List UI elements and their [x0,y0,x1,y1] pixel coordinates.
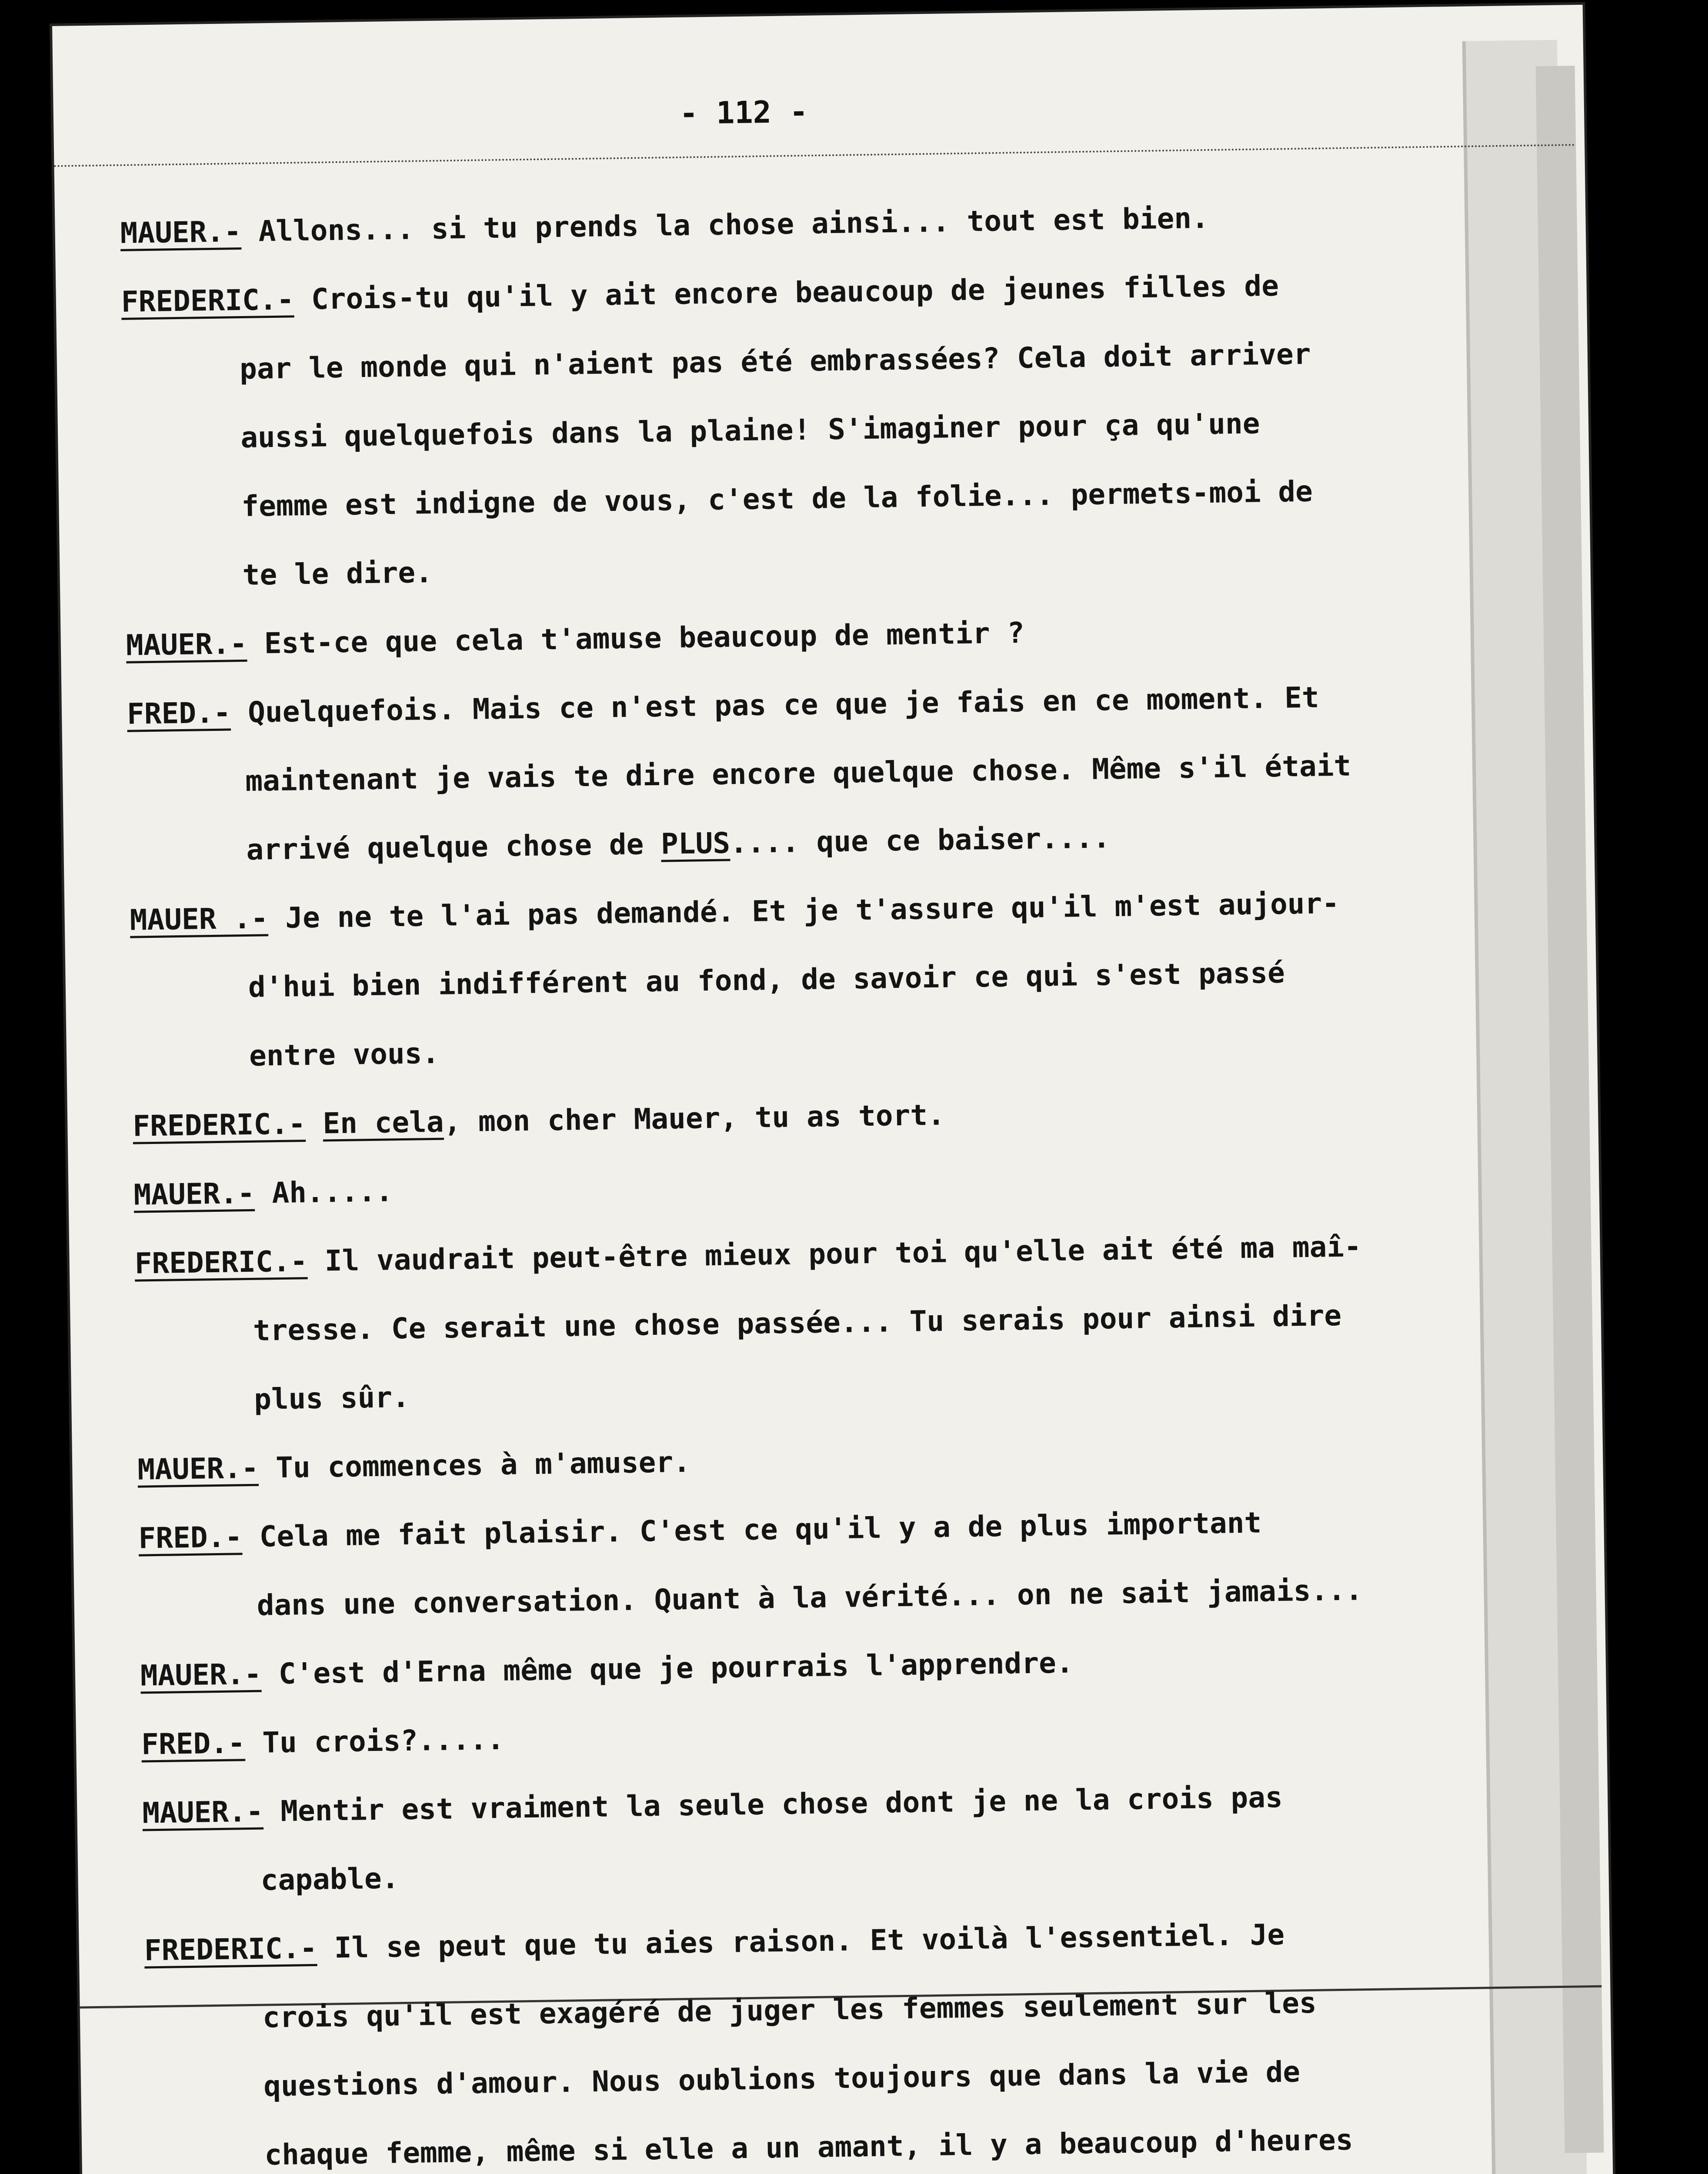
top-dotted-rule [54,144,1576,167]
speaker-name: FREDERIC.- [144,1931,317,1967]
page-number: - 112 - [679,93,808,131]
underlined-word: En cela [322,1105,444,1140]
line-text [305,1107,323,1141]
speaker-name: FREDERIC.- [132,1107,306,1143]
speaker-name: MAUER.- [142,1794,264,1830]
speaker-name: MAUER.- [140,1657,262,1693]
continuation-line: tresse. Ce serait une chose passée... Tu serais pour ainsi dire [253,1298,1342,1347]
speaker-name: FREDERIC.- [121,283,294,319]
continuation-line: plus sûr. [254,1380,410,1416]
speaker-name: FREDERIC.- [134,1244,308,1280]
typescript-page [52,5,1615,2174]
continuation-line: chaque femme, même si elle a un amant, il y a beaucoup d'heures [264,2123,1354,2172]
line-text: Est-ce que cela t'amuse beaucoup de mentir ? [247,616,1025,660]
speaker-name: MAUER.- [137,1451,259,1487]
speaker-name: MAUER.- [133,1176,255,1212]
speaker-name: FRED.- [138,1520,243,1555]
continuation-line: femme est indigne de vous, c'est de la folie... permets-moi de [241,474,1313,523]
line-text: Mentir est vraiment la seule chose dont je ne la crois pas [263,1780,1283,1828]
line-text: , mon cher Mauer, tu as tort. [444,1098,945,1139]
speaker-name: FRED.- [141,1726,246,1761]
continuation-line: crois qu'il est exagéré de juger les femmes seulement sur les [262,1986,1317,2034]
continuation-line: maintenant je vais te dire encore quelque chose. Même s'il était [245,749,1351,798]
line-text: C'est d'Erna même que je pourrais l'apprendre. [261,1646,1074,1691]
line-text: Allons... si tu prends la chose ainsi... tout est bien. [241,201,1209,248]
line-text: Quelquefois. Mais ce n'est pas ce que je fais en ce moment. Et [230,680,1320,730]
line-text: Cela me fait plaisir. C'est ce qu'il y a de plus important [242,1506,1262,1554]
underlined-word: PLUS [661,826,731,861]
dialogue-body [120,179,1584,2174]
speaker-name: FRED.- [127,696,231,731]
speaker-name: MAUER.- [126,627,247,662]
continuation-line: capable. [260,1861,399,1897]
line-text: Ah..... [254,1174,394,1210]
continuation-line: te le dire. [242,555,433,592]
line-text: Crois-tu qu'il y ait encore beaucoup de jeunes filles de [294,269,1279,317]
line-text: .... que ce baiser.... [730,821,1111,860]
line-text: Il se peut que tu aies raison. Et voilà l'essentiel. Je [317,1917,1285,1965]
continuation-line: par le monde qui n'aient pas été embrassées? Cela doit arriver [239,337,1311,386]
continuation-line: questions d'amour. Nous oublions toujours que dans la vie de [263,2055,1301,2103]
line-text: Je ne te l'ai pas demandé. Et je t'assure qu'il m'est aujour- [268,886,1340,935]
continuation-line: d'hui bien indifférent au fond, de savoir ce qui s'est passé [248,956,1285,1004]
speaker-name: MAUER .- [130,901,269,937]
line-text: Il vaudrait peut-être mieux pour toi qu'elle ait été ma maî- [307,1230,1362,1278]
continuation-line: entre vous. [249,1036,440,1073]
line-text: Tu crois?..... [245,1722,505,1760]
line-text: Tu commences à m'amuser. [258,1445,691,1485]
continuation-line: dans une conversation. Quant à la vérité... on ne sait jamais... [257,1573,1363,1622]
speaker-name: MAUER.- [120,214,242,250]
continuation-line: aussi quelquefois dans la plaine! S'imaginer pour ça qu'une [240,407,1260,455]
line-text: arrivé quelque chose de [246,827,661,867]
